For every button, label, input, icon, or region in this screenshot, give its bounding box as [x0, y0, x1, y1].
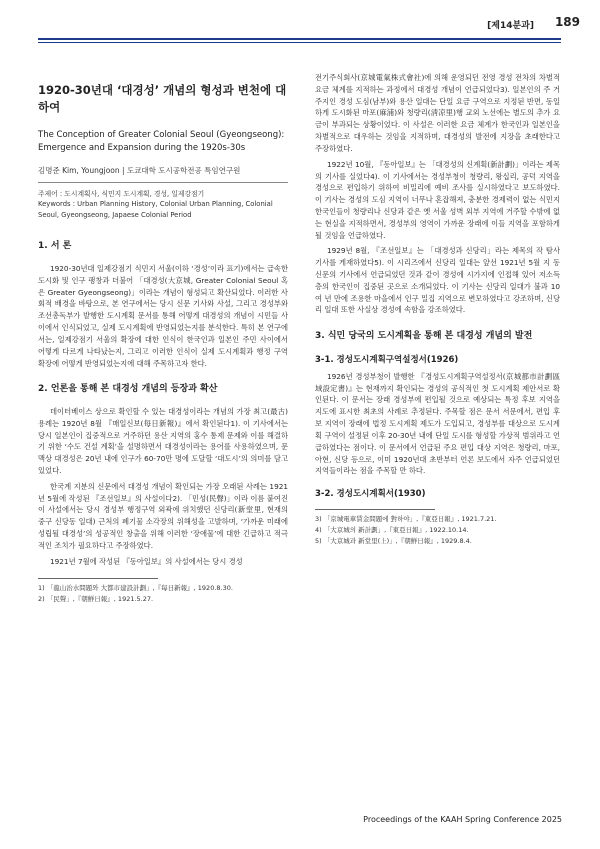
section-2-paragraph-3: 1921년 7월에 작성된 『동아일보』의 사설에서는 당시 경성 [50, 556, 243, 566]
page-number: 189 [554, 15, 580, 29]
continued-paragraph: 전기주식회사(京城電氣株式會社)에 의해 운영되던 전영 경성 전차의 차별적 요금 체계를 지적하는 과정에서 대경성 개념이 언급되었다3). 일본인의 주 거주지인 경성 도심(남부)와 용산 일대는 단일 요금 구역으로 지정된 반면, 동일하게 도시화된 마포(麻浦)와 청량리(淸凉里)행 교외 노선에는 별도의 추가 요금이 부과되는 상황이었다. 이 사설은 이러한 요금 체계가 한국인과 일본인을 차별적으로 대우하는 것임을 지적하며, 대경성의 발전에 지장을 초래한다고 주장하였다. [315, 73, 560, 153]
section-2-paragraph-2: 한국계 지분의 신문에서 대경성 개념이 확인되는 가장 오래된 사례는 1921년 5월에 작성된 『조선일보』의 사설이다2). 「민성(民聲)」이라 이름 붙여진 이 사설에서는 당시 경성부 행정구역 외곽에 위치했던 신당리(新堂里, 현재의 중구 신당동 일대) 근처의 폐기물 소각장의 위해성을 고발하며, ‘가까운 미래에 성립될 대경성’의 성공적인 창출을 위해 이러한 ‘장애물’에 대한 긴급하고 적극적인 조치가 필요하다고 주장하였다. [38, 481, 288, 550]
section-2-title: 2. 언론을 통해 본 대경성 개념의 등장과 확산 [38, 384, 218, 395]
right-paragraph-2: 1922년 10월, 『동아일보』는 「대경성의 신계획(新計劃)」이라는 제목의 기사를 실었다4). 이 기사에서는 경성부청이 청량리, 왕십리, 공덕 지역을 경성으로 편입하기 위하여 비밀리에 예비 조사를 실시하였다고 보도하였다. 이 기사는 경성의 도심 지역이 너무나 혼잡해져, 충분한 경제력이 없는 식민지 한국인들이 청량리나 신당과 같은 옛 서울 성벽 외부 지역에 거주할 수밖에 없는 현실을 지적하면서, 경성부의 영역이 가까운 장래에 이들 지역을 포함하게 될 것임을 언급하였다. [315, 159, 560, 240]
proceedings-footer: Proceedings of the KAAH Spring Conference 2025 [363, 815, 562, 824]
right-column [315, 72, 560, 547]
subsection-3-1-paragraph: 1926년 경성부청이 발행한 『경성도시계획구역설정서(京城都市計劃區域設定書)』는 현재까지 확인되는 경성의 공식적인 첫 도시계획 제안서로 확인된다. 이 문서는 장래 경성부에 편입될 것으로 예상되는 특정 후보 지역을 지도에 표시한 최초의 사례로 추정된다. 주목할 점은 문서 서문에서, 편입 후보 지역이 장래에 법정 도시계획 제도가 도입되고, 경성부를 대상으로 도시계획 구역이 설정된 이후 20-30년 내에 단일 도시를 형성할 가상적 범위라고 언급하였다는 점이다. 이 문서에서 언급된 주요 편입 대상 지역은 청량리, 마포, 아현, 신당 등으로, 이미 1920년대 초반부터 언론 보도에서 자주 언급되었던 지역들이라는 점을 주목할 만 하다. [315, 371, 560, 476]
section-3-title: 3. 식민 당국의 도시계획을 통해 본 대경성 개념의 발전 [315, 331, 533, 342]
section-2-paragraph-1: 데이터베이스 상으로 확인할 수 있는 대경성이라는 개념의 가장 최고(最古) 용례는 1920년 8월 『매일신보(每日新報)』에서 확인된다1). 이 기사에서는 당시 일본인이 집중적으로 거주하던 용산 지역의 홍수 통제 문제와 이를 해결하기 위한 ‘수도 건설 계획’을 설명하면서 대경성이라는 용어를 사용하였으며, 문맥상 대경성은 20년 내에 인구가 60-70만 명에 도달할 ‘대도시’의 의미를 담고 있었다. [38, 406, 288, 475]
footnote-5: 5) 「大京城과 新堂里(上)」,『朝鮮日報』, 1929.8.4. [315, 537, 472, 546]
section-1-paragraph: 1920-30년대 일제강점기 식민지 서울(이하 ‘경성’이라 표기)에서는 급속한 도시화 및 인구 팽창과 더불어 「대경성(大京城, Greater Colonial Seoul 혹은 Greater Gyeongseong)」이라는 개념이 형성되고 확산되었다. 이러한 사회적 배경을 바탕으로, 본 연구에서는 당시 신문 기사와 사설, 그리고 경성부와 조선총독부가 발행한 도시계획 문서를 통해 어떻게 대경성의 개념이 시민들 사이에서 인식되었고, 실제 도시계획에 반영되었는지를 분석한다. 특히 본 연구에서는, 일제강점기 서울의 확장에 대한 인식이 한국인과 일본인 주민 사이에서 어떻게 다르게 나타났는지, 그리고 이러한 인식이 실제 도시계획과 행정 구역 확장에 어떻게 반영되었는지에 대해 주목하고자 한다. [38, 264, 289, 368]
section-1-title: 1. 서 론 [38, 241, 72, 252]
footnote-1: 1) 「龍山治水問題와 大都市建設計劃」,『每日新報』, 1920.8.30. [38, 583, 233, 592]
subsection-3-1-title: 3-1. 경성도시계획구역설정서(1926) [315, 354, 459, 365]
author-divider [38, 182, 288, 183]
footnote-4: 4) 「大京城의 新計劃」,『東亞日報』, 1922.10.14. [315, 526, 469, 535]
right-paragraph-3: 1929년 8월, 『조선일보』는 「대경성과 신당리」라는 제목의 작 탐사 기사를 게재하였다5). 이 시리즈에서 신당리 일대는 앞선 1921년 5월 지 동 신문의 기사에서 언급되었던 것과 같이 경성에 시가지에 인접해 있어 저소득층의 한국인이 집중된 곳으로 소개되었다. 이 기사는 신당리 일대가 불과 10여 년 만에 조용한 마을에서 인구 밀집 지역으로 변모하였다고 강조하며, 신당리 일대 또한 사실상 경성에 속함을 강조하였다. [315, 246, 560, 315]
paper-title-kr: 1920-30년대 ‘대경성’ 개념의 형성과 변천에 대하여 [38, 83, 287, 114]
footnote-3: 3) 「京城電車賃金問題에 對하야」,『東亞日報』, 1921.7.21. [315, 515, 497, 524]
header-rule [38, 38, 561, 40]
keywords-kr: 주제어 : 도시계획사, 식민지 도시계획, 경성, 일제강점기 [38, 189, 205, 198]
footnote-rule-left [38, 578, 158, 579]
left-column [38, 72, 288, 605]
footnote-rule-right [315, 509, 435, 510]
footnote-2: 2) 「民聲」,『朝鮮日報』, 1921.5.27. [38, 594, 154, 603]
subsection-3-2-title: 3-2. 경성도시계획서(1930) [315, 489, 426, 500]
paper-title-en: The Conception of Greater Colonial Seoul (Gyeongseong): Emergence and Expansion during the 1920s-30s [38, 130, 285, 154]
session-tag: [제14분과] [487, 21, 534, 31]
keywords-block [38, 189, 288, 221]
keywords-en: Keywords : Urban Planning History, Colonial Urban Planning, Colonial Seoul, Gyeongseong, Japaese Colonial Period [38, 200, 273, 219]
author-line: 김명준 Kim, Youngjoon | 도쿄대학 도시공학전공 특임연구원 [38, 165, 241, 175]
header-rule-thin [38, 42, 561, 43]
